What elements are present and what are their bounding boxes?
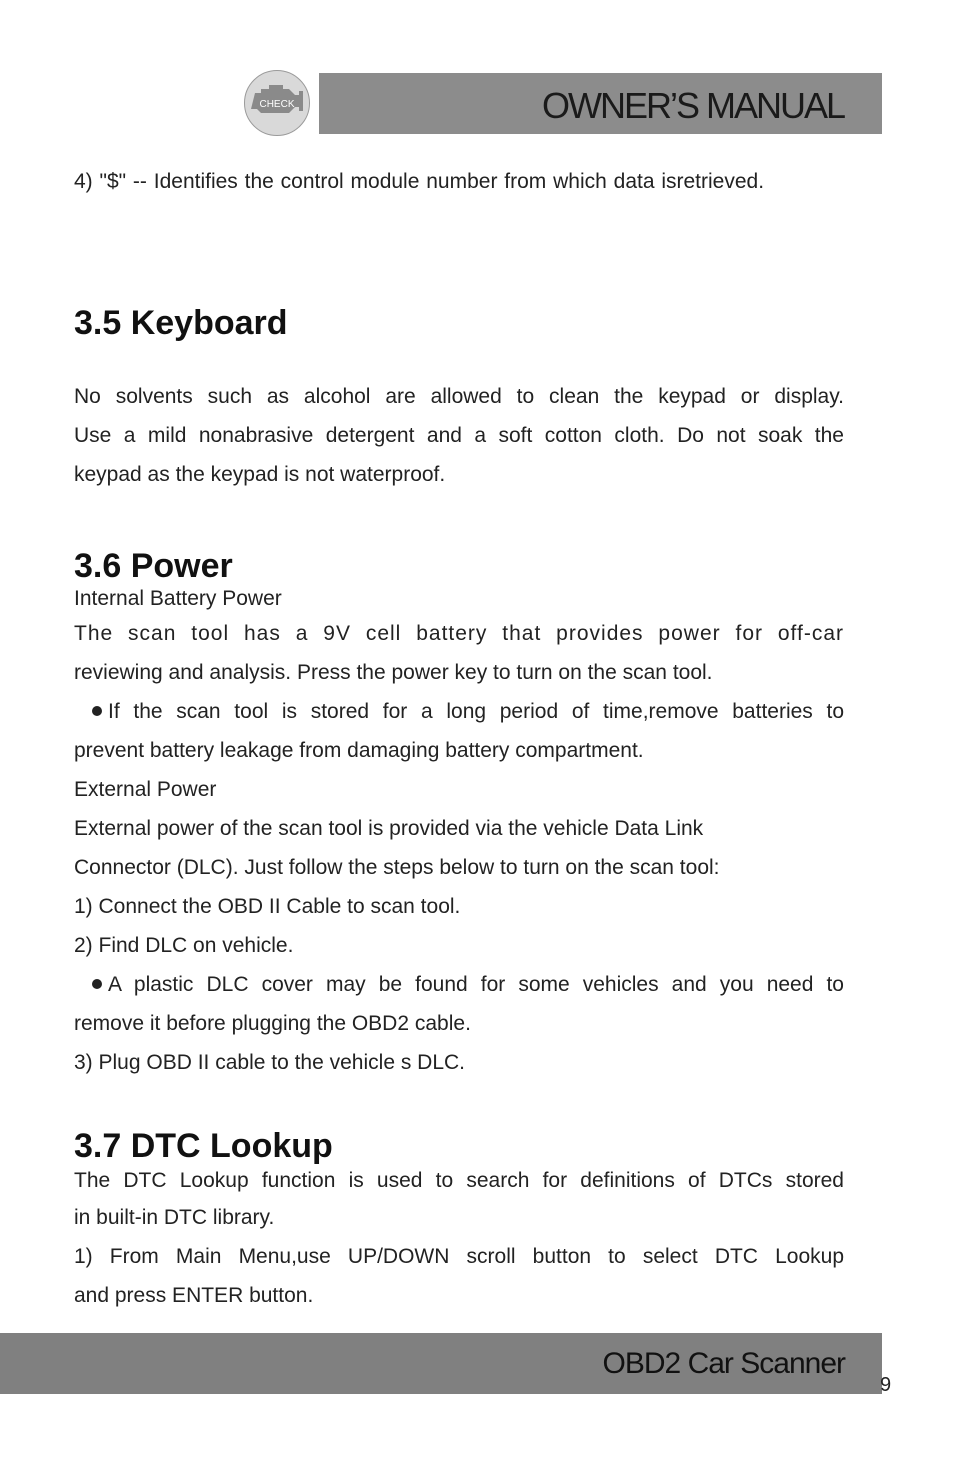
paragraph-line: The DTC Lookup function is used to search for definitions of DTCs stored	[74, 1169, 844, 1192]
paragraph-line: and press ENTER button.	[74, 1284, 314, 1307]
step-item: 3) Plug OBD II cable to the vehicle s DLC.	[74, 1051, 466, 1074]
header-bar	[319, 73, 882, 134]
page-number: 9	[880, 1374, 892, 1396]
paragraph-line: Connector (DLC). Just follow the steps below to turn on the scan tool:	[74, 856, 720, 879]
section-heading-dtc-lookup: 3.7 DTC Lookup	[74, 1127, 333, 1165]
bullet-icon	[92, 706, 102, 716]
check-badge-label: CHECK	[259, 99, 295, 110]
check-engine-icon	[244, 70, 310, 136]
step-item: 2) Find DLC on vehicle.	[74, 934, 294, 957]
paragraph-line: External power of the scan tool is provided via the vehicle Data Link	[74, 817, 704, 840]
subheading-external-power: External Power	[74, 778, 217, 801]
paragraph-line: reviewing and analysis. Press the power key to turn on the scan tool.	[74, 661, 713, 684]
subheading-internal-power: Internal Battery Power	[74, 587, 282, 610]
bullet-icon	[92, 979, 102, 989]
footer-bar	[0, 1333, 882, 1394]
paragraph-line: keypad as the keypad is not waterproof.	[74, 463, 446, 486]
paragraph-line: prevent battery leakage from damaging battery compartment.	[74, 739, 644, 762]
paragraph-line: No solvents such as alcohol are allowed to clean the keypad or display.	[74, 385, 844, 408]
page-title: OWNER’S MANUAL	[541, 85, 844, 126]
bullet-item	[74, 965, 844, 1004]
step-item: 1) Connect the OBD II Cable to scan tool.	[74, 895, 461, 918]
intro-line: 4) "$" -- Identifies the control module number from which data isretrieved.	[74, 170, 765, 193]
paragraph-line: in built-in DTC library.	[74, 1206, 275, 1229]
paragraph-line: remove it before plugging the OBD2 cable.	[74, 1012, 471, 1035]
bullet-text: If the scan tool is stored for a long period of time,remove batteries to	[108, 700, 844, 723]
paragraph-line: The scan tool has a 9V cell battery that provides power for off-car	[74, 622, 844, 645]
manual-content	[74, 162, 844, 1315]
bullet-text: A plastic DLC cover may be found for some vehicles and you need to	[108, 973, 844, 996]
section-heading-power: 3.6 Power	[74, 547, 233, 585]
footer-title: OBD2 Car Scanner	[602, 1347, 845, 1380]
paragraph-line: 1) From Main Menu,use UP/DOWN scroll button to select DTC Lookup	[74, 1245, 844, 1268]
bullet-item	[74, 692, 844, 731]
paragraph-line: Use a mild nonabrasive detergent and a soft cotton cloth. Do not soak the	[74, 424, 844, 447]
section-heading-keyboard: 3.5 Keyboard	[74, 304, 288, 342]
